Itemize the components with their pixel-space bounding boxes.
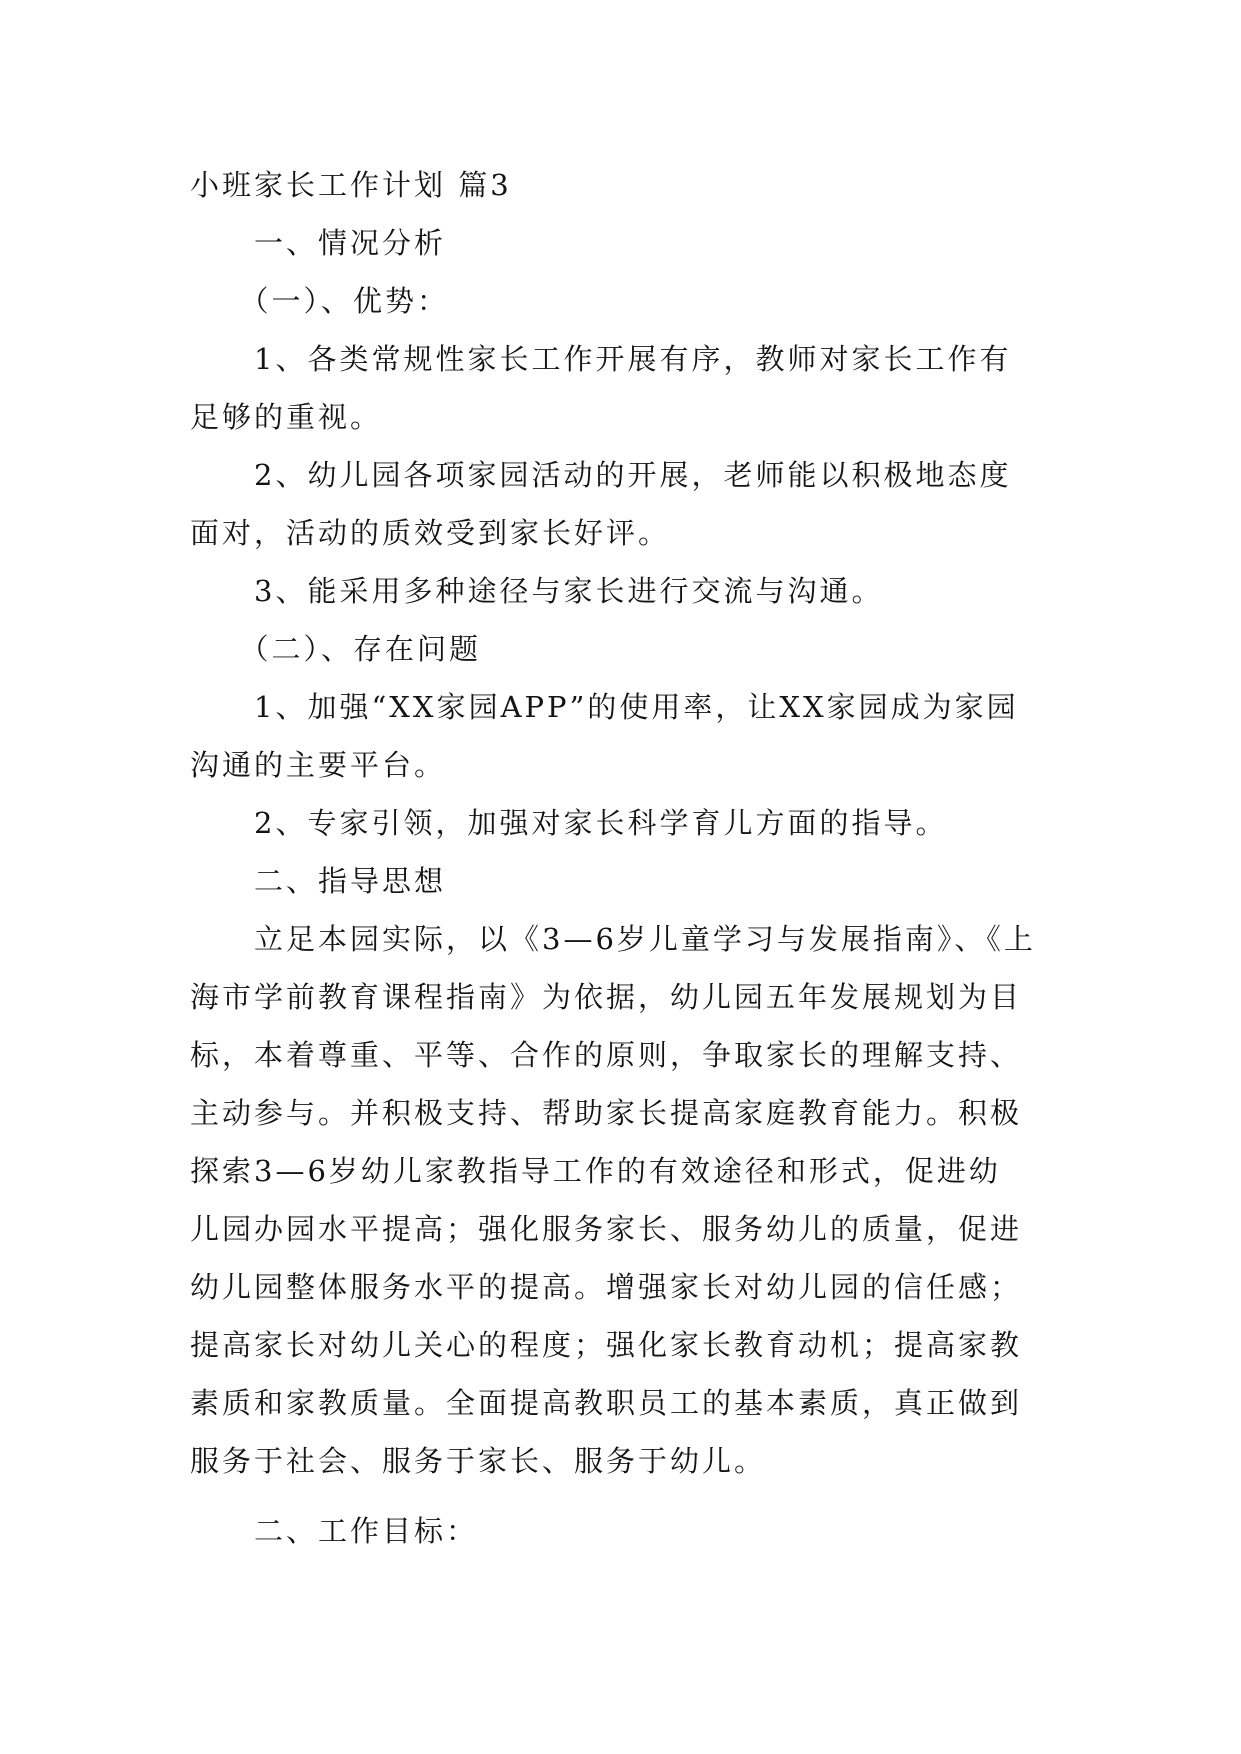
paragraph-line: 1、各类常规性家长工作开展有序，教师对家长工作有	[190, 342, 1012, 376]
paragraph-line: 探索3—6岁幼儿家教指导工作的有效途径和形式，促进幼	[190, 1154, 1001, 1188]
paragraph-line: 2、幼儿园各项家园活动的开展，老师能以积极地态度	[190, 458, 1012, 492]
paragraph-line: 海市学前教育课程指南》为依据，幼儿园五年发展规划为目	[190, 980, 1023, 1014]
paragraph-line: 3、能采用多种途径与家长进行交流与沟通。	[190, 574, 884, 608]
paragraph-line: 1、加强“XX家园APP”的使用率，让XX家园成为家园	[190, 690, 1019, 724]
paragraph-line: 提高家长对幼儿关心的程度；强化家长教育动机；提高家教	[190, 1328, 1023, 1362]
heading-situation-analysis: 一、情况分析	[190, 226, 447, 260]
subheading-advantages: （一）、优势：	[190, 284, 450, 318]
paragraph-line: 2、专家引领，加强对家长科学育儿方面的指导。	[190, 806, 948, 840]
paragraph-line: 足够的重视。	[190, 400, 383, 434]
heading-guiding-ideology: 二、指导思想	[190, 864, 447, 898]
paragraph-line: 标，本着尊重、平等、合作的原则，争取家长的理解支持、	[190, 1038, 1023, 1072]
paragraph-line: 沟通的主要平台。	[190, 748, 447, 782]
paragraph-line: 面对，活动的质效受到家长好评。	[190, 516, 671, 550]
paragraph-line: 服务于社会、服务于家长、服务于幼儿。	[190, 1444, 767, 1478]
paragraph-line: 素质和家教质量。全面提高教职员工的基本素质，真正做到	[190, 1386, 1023, 1420]
paragraph-line: 幼儿园整体服务水平的提高。增强家长对幼儿园的信任感；	[190, 1270, 1023, 1304]
document-title: 小班家长工作计划 篇3	[190, 168, 512, 202]
paragraph-line: 主动参与。并积极支持、帮助家长提高家庭教育能力。积极	[190, 1096, 1023, 1130]
heading-work-goals: 二、工作目标：	[190, 1514, 479, 1548]
paragraph-line: 立足本园实际，以《3—6岁儿童学习与发展指南》、《上	[190, 922, 1036, 956]
subheading-problems: （二）、存在问题	[190, 632, 482, 666]
paragraph-line: 儿园办园水平提高；强化服务家长、服务幼儿的质量，促进	[190, 1212, 1023, 1246]
